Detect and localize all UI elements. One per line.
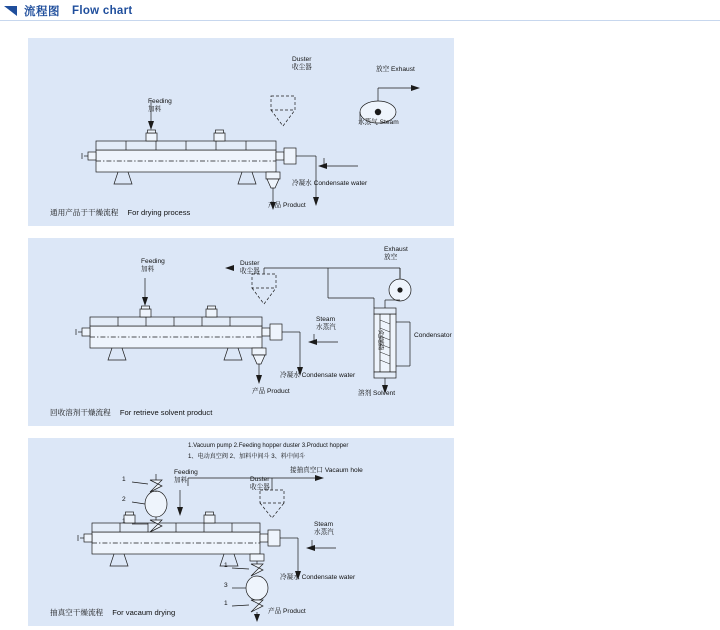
duster-label-en: Duster — [292, 56, 312, 63]
condensate-water-label-en: Condensate water — [301, 574, 356, 581]
panel-caption-vacuum — [50, 607, 175, 618]
feeding-label — [148, 98, 172, 115]
vacuum-hole-label — [290, 467, 363, 475]
exhaust-label-en: Exhaust — [384, 246, 408, 253]
duster-label-cn: 收尘器 — [292, 64, 312, 72]
panel-caption-drying — [50, 207, 190, 218]
panel-caption-cn: 抽真空干燥流程 — [50, 608, 104, 617]
panel-caption-cn: 通用产品于干燥流程 — [50, 208, 119, 217]
exhaust-label-cn: 放空 — [376, 66, 390, 73]
duster-label — [240, 260, 260, 277]
panel-vacuum-drying — [28, 438, 454, 626]
steam-label-en: Steam — [379, 119, 399, 126]
product-label — [268, 202, 306, 210]
steam-label-cn: 水蒸汽 — [316, 324, 336, 332]
duster-label — [250, 476, 270, 493]
duster-label-cn: 收尘器 — [250, 484, 270, 492]
exhaust-label-cn: 放空 — [384, 254, 398, 262]
feeding-label-en: Feeding — [174, 469, 198, 476]
condensate-water-label-en: Condensate water — [313, 180, 368, 187]
steam-label-cn: 水蒸汽 — [314, 529, 334, 537]
condensate-water-label — [292, 180, 367, 188]
panel-caption-en: For drying process — [127, 208, 191, 217]
steam-label-en: Steam — [316, 316, 336, 323]
flow-diagram-vacuum — [28, 438, 454, 626]
panel-caption-cn: 回收溶剂干燥流程 — [50, 408, 111, 417]
condensate-water-label — [280, 574, 355, 582]
steam-label-cn: 水蒸气 — [358, 119, 378, 126]
callout-1b: 1 — [122, 518, 126, 525]
product-label-cn: 产品 — [268, 202, 282, 209]
vacuum-hole-label-en: Vacaum hole — [324, 467, 363, 474]
callout-3: 3 — [224, 582, 228, 589]
steam-label-en: Steam — [314, 521, 334, 528]
panel-caption-en: For vacaum drying — [112, 608, 176, 617]
callout-1a: 1 — [122, 476, 126, 483]
callout-1d: 1 — [224, 600, 228, 607]
steam-label — [358, 119, 399, 127]
callout-1c: 1 — [224, 562, 228, 569]
header-divider — [0, 20, 720, 21]
product-label — [252, 388, 290, 396]
feeding-label — [174, 469, 198, 486]
panel-drying-process — [28, 38, 454, 226]
legend-en: 1.Vacuum pump 2.Feeding hopper duster 3.Product hopper — [188, 442, 349, 449]
duster-label — [292, 56, 312, 73]
condensate-water-label-en: Condensate water — [301, 372, 356, 379]
feeding-label-cn: 加料 — [174, 477, 188, 485]
panel-caption-en: For retrieve solvent product — [119, 408, 213, 417]
callout-2: 2 — [122, 496, 126, 503]
product-label — [268, 608, 306, 616]
condensate-water-label-cn: 冷凝水 — [280, 372, 300, 379]
feeding-label-en: Feeding — [148, 98, 172, 105]
steam-label — [316, 316, 336, 333]
condensate-water-label — [280, 372, 355, 380]
duster-label-cn: 收尘器 — [240, 268, 260, 276]
panel-caption-solvent — [50, 407, 212, 418]
triangle-flag-icon — [4, 5, 18, 17]
product-label-cn: 产品 — [268, 608, 282, 615]
steam-label — [314, 521, 334, 538]
duster-label-en: Duster — [250, 476, 270, 483]
page-title-cn: 流程图 — [24, 6, 60, 18]
product-label-en: Product — [283, 608, 306, 615]
feeding-label — [141, 258, 165, 275]
page-header — [0, 0, 720, 22]
product-label-en: Product — [267, 388, 290, 395]
panel-retrieve-solvent — [28, 238, 454, 426]
duster-label-en: Duster — [240, 260, 260, 267]
product-label-en: Product — [283, 202, 306, 209]
feeding-label-en: Feeding — [141, 258, 165, 265]
feeding-label-cn: 加料 — [148, 106, 162, 114]
exhaust-label — [376, 66, 415, 74]
solvent-label-en: Solvent — [373, 390, 396, 397]
solvent-label — [358, 390, 395, 398]
condensate-water-label-cn: 冷凝水 — [292, 180, 312, 187]
exhaust-label-en: Exhaust — [391, 66, 415, 73]
product-label-cn: 产品 — [252, 388, 266, 395]
condensator-label-cn: 冷凝器 — [376, 330, 383, 350]
page-title-en: Flow chart — [72, 5, 133, 17]
condensator-label-en: Condensator — [414, 332, 452, 339]
vacuum-hole-label-cn: 接抽真空口 — [290, 467, 323, 474]
feeding-label-cn: 加料 — [141, 266, 155, 274]
exhaust-label — [384, 246, 408, 263]
legend-cn: 1、电动真空阀 2、加料中间斗 3、料中间斗 — [188, 453, 306, 460]
solvent-label-cn: 溶剂 — [358, 390, 372, 397]
condensate-water-label-cn: 冷凝水 — [280, 574, 300, 581]
